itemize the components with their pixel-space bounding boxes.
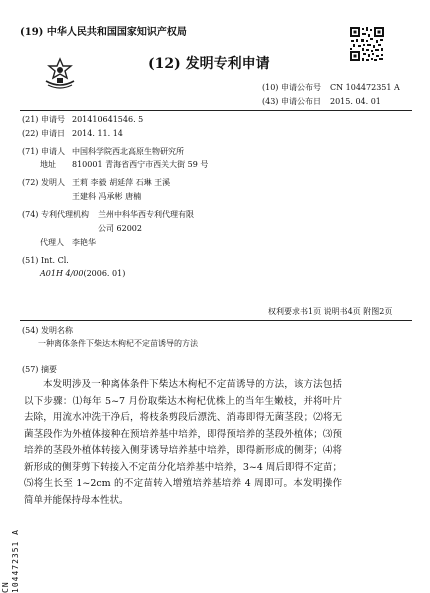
abstract-label: (57) 摘要 — [22, 365, 57, 374]
address: 810001 青海省西宁市西关大街 59 号 — [72, 160, 209, 169]
intcl-classification — [40, 268, 125, 279]
abstract-text: 本发明涉及一种离体条件下柴达木枸杞不定苗诱导的方法，该方法包括以下步骤：⑴每年 5~7 月份取柴达木枸杞优株上的当年生嫩枝，并将叶片去除，用流水冲洗干净后，将枝条剪段后漂洗、消毒即得无菌茎段；⑵将无菌茎段作为外植体接种在预培养基中培养，即得预培养的茎段外植体；⑶预培养的茎段外植体转接入侧芽诱导培养基中培养，即得新形成的侧芽；⑷将新形成的侧芽剪下转接入不定苗分化培养基中培养，3~4 周后即得不定苗；⑸将生长至 1~2cm 的不定苗转入增殖培养基培养 4 周即可。本发明操作简单并能保持母本性状。 — [24, 379, 342, 506]
inventors-line-1: 王莉 李毅 胡延萍 石琳 王溪 — [72, 178, 171, 187]
pages-divider — [20, 320, 412, 321]
side-publication-id: CN 104472351 A — [1, 529, 20, 593]
application-number-label: (21) 申请号 — [22, 115, 65, 124]
agency-line-1: 兰州中科华西专利代理有限 — [98, 210, 194, 219]
application-number: 201410641546. 5 — [72, 115, 144, 124]
publication-date-label: (43) 申请公布日 — [262, 97, 321, 106]
invention-name-label: (54) 发明名称 — [22, 326, 73, 335]
filing-date: 2014. 11. 14 — [72, 129, 123, 138]
address-label: 地址 — [40, 160, 56, 169]
office-name: (19) 中华人民共和国国家知识产权局 — [20, 27, 187, 38]
pages-info: 权利要求书1页 说明书4页 附图2页 — [268, 307, 393, 316]
publication-number: CN 104472351 A — [330, 83, 400, 92]
intcl-year: (2006. 01) — [83, 269, 126, 278]
sipo-emblem-icon — [40, 56, 80, 92]
agent-label: 代理人 — [40, 238, 64, 247]
invention-name: 一种离体条件下柴达木枸杞不定苗诱导的方法 — [38, 339, 198, 348]
agent: 李艳华 — [72, 238, 96, 247]
document-type: (12) 发明专利申请 — [148, 56, 270, 72]
header-divider — [20, 110, 412, 111]
applicant: 中国科学院西北高原生物研究所 — [72, 147, 184, 156]
agency-label: (74) 专利代理机构 — [22, 210, 89, 219]
agency-line-2: 公司 62002 — [98, 224, 142, 233]
intcl-label: (51) Int. Cl. — [22, 256, 69, 265]
filing-date-label: (22) 申请日 — [22, 129, 65, 138]
qr-code-icon — [349, 26, 385, 62]
publication-date: 2015. 04. 01 — [330, 97, 381, 106]
inventors-label: (72) 发明人 — [22, 178, 65, 187]
publication-number-label: (10) 申请公布号 — [262, 83, 321, 92]
inventors-line-2: 王建科 冯承彬 唐楠 — [72, 192, 142, 201]
applicant-label: (71) 申请人 — [22, 147, 65, 156]
intcl-code: A01H 4/00 — [40, 269, 84, 278]
